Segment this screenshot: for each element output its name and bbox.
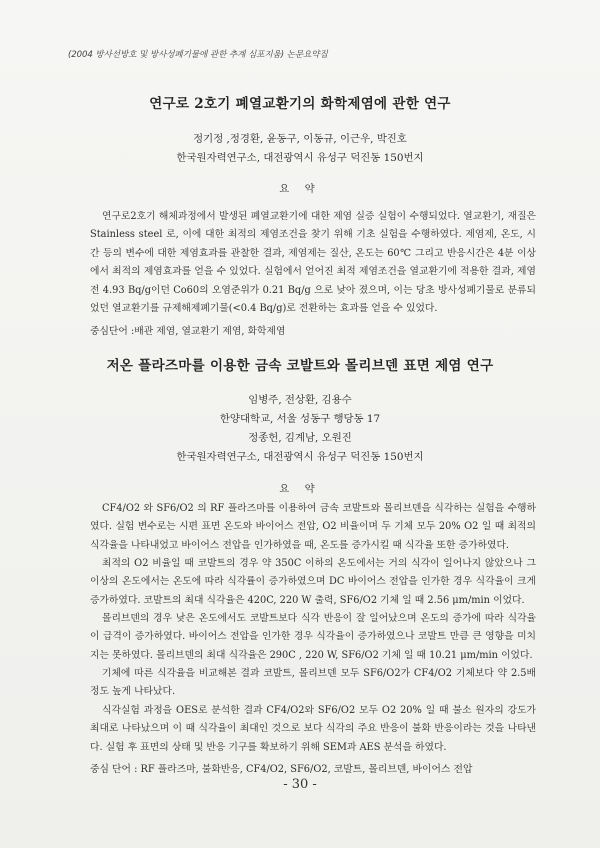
paper2-affiliation-2: 한국원자력연구소, 대전광역시 유성구 덕진동 150번지 <box>176 451 424 463</box>
proceedings-header: (2004 방사선방호 및 방사성폐기물에 관한 추계 심포지움) 논문요약집 <box>68 50 328 60</box>
paper2-affiliation-1: 한양대학교, 서울 성동구 행당동 17 <box>219 413 381 425</box>
page-number: - 30 - <box>283 777 317 792</box>
paper1-affiliation: 한국원자력연구소, 대전광역시 유성구 덕진동 150번지 <box>176 152 424 164</box>
paper1-title: 연구로 2호기 폐열교환기의 화학제염에 관한 연구 <box>149 96 451 112</box>
paper1-keywords: 중심단어 :배관 제염, 열교환기 제염, 화학제염 <box>90 326 286 337</box>
paper2-paragraph-4: 기체에 따른 식각율을 비교해본 결과 코발트, 몰리브덴 모두 SF6/O2가 CF4/O2 기체보다 약 2.5배 정도 높게 나타났다. <box>90 668 536 698</box>
paper2-keywords: 중심 단어 : RF 플라즈마, 불화반응, CF4/O2, SF6/O2, 코발트, 몰리브덴, 바이어스 전압 <box>90 764 473 775</box>
paper2-authors-1: 임병주, 전상환, 김용수 <box>248 394 352 406</box>
paper2-paragraph-3: 몰리브덴의 경우 낮은 온도에서도 코발트보다 식각 반응이 잘 일어났으며 온도의 증가에 따라 식각율이 급격이 증가하였다. 바이어스 전압을 인가한 경우 식각율이 증가하였으나 코발트 만큼 큰 영향을 미치지는 못하였다. 몰리브덴의 최대 식각율은 290C , 220 W, SF6/O2 기체 일 때 10.21 μm/min 이었다. <box>90 613 536 661</box>
paper1-abstract-heading: 요 약 <box>279 183 321 195</box>
paper2-authors-2: 정종헌, 김계남, 오원진 <box>248 432 352 444</box>
paper2-abstract-heading: 요 약 <box>279 483 321 495</box>
paper2-paragraph-1: CF4/O2 와 SF6/O2 의 RF 플라즈마를 이용하여 금속 코발트와 몰리브덴을 식각하는 실험을 수행하였다. 실험 변수로는 시편 표면 온도와 바이어스 전압, O2 비율이며 두 기체 모두 20% O2 일 때 최적의 식각율을 나타내었고 바이어스 전압을 인가하였을 때, 온도를 증가시킬 때 식각율 또한 증가하였다. <box>90 503 536 551</box>
paper1-abstract: 연구로2호기 해체과정에서 발생된 폐열교환기에 대한 제염 실증 실험이 수행되었다. 열교환기, 재질은 Stainless steel 로, 이에 대한 최적의 제염조건을 찾기 위해 기초 실험을 수행하였다. 제염제, 온도, 시간 등의 변수에 대한 제염효과를 관찰한 결과, 제염제는 질산, 온도는 60℃ 그리고 반응시간은 4분 이상에서 최적의 제염효과를 얻을 수 있었다. 실험에서 얻어진 최적 제염조건을 열교환기에 적용한 결과, 제염 전 4.93 Bq/g이던 Co60의 오염준위가 0.21 Bq/g 으로 낮아 졌으며, 이는 당초 방사성폐기물로 분류되었던 열교환기를 규제해제폐기물(<0.4 Bq/g)로 전환하는 효과를 얻을 수 있었다. <box>90 211 536 315</box>
paper2-paragraph-5: 식각실험 과정을 OES로 분석한 결과 CF4/O2와 SF6/O2 모두 O2 20% 일 때 불소 원자의 강도가 최대로 나타났으며 이 때 식각율이 최대인 것으로 보다 식각의 주요 반응이 불화 반응이라는 것을 나타낸다. 실험 후 표면의 상태 및 반응 기구를 확보하기 위해 SEM과 AES 분석을 하였다. <box>90 705 536 753</box>
paper1-authors: 정기정 ,정경환, 윤동구, 이동규, 이근우, 박진호 <box>193 133 407 145</box>
paper2-paragraph-2: 최적의 O2 비율일 때 코발트의 경우 약 350C 이하의 온도에서는 거의 식각이 일어나지 않았으나 그 이상의 온도에서는 온도에 따라 식각률이 증가하였으며 DC 바이어스 전압을 인가한 경우 식각율이 크게 증가하였다. 코발트의 최대 식각율은 420C, 220 W 출력, SF6/O2 기체 일 때 2.56 μm/min 이었다. <box>90 558 536 606</box>
paper2-title: 저온 플라즈마를 이용한 금속 코발트와 몰리브덴 표면 제염 연구 <box>106 358 494 374</box>
